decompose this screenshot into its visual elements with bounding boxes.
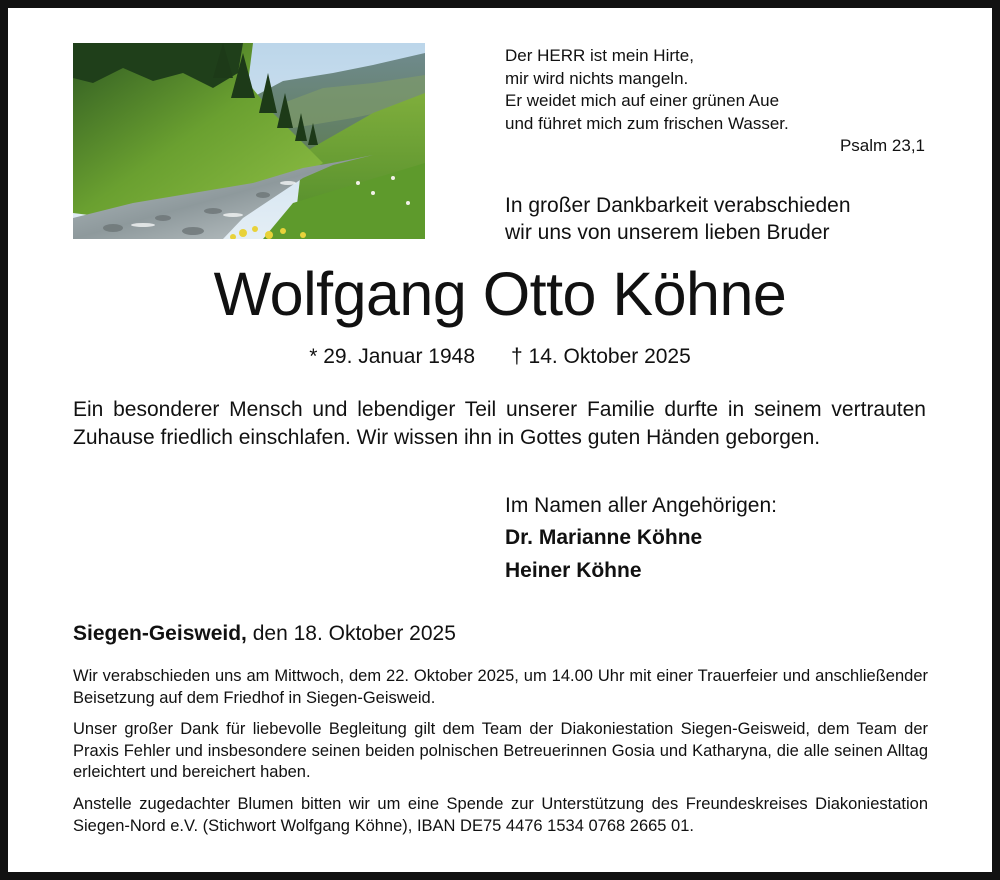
landscape-photo — [73, 43, 425, 239]
funeral-notice: Wir verabschieden uns am Mittwoch, dem 22. Oktober 2025, um 14.00 Uhr mit einer Trauerfeier und anschließender Beisetzung auf dem Friedhof in Siegen-Geisweid. — [73, 667, 928, 707]
donation-notice: Anstelle zugedachter Blumen bitten wir um eine Spende zur Unterstützung des Freundeskreises Diakoniestation Siegen-Nord e.V. (Stichwort Wolfgang Köhne), IBAN DE75 4476 1534 0768 2665 01. — [73, 795, 928, 835]
deceased-name: Wolfgang Otto Köhne — [213, 260, 787, 328]
family-signature — [505, 491, 925, 587]
psalm-line: Der HERR ist mein Hirte, — [505, 46, 694, 65]
psalm-quote — [505, 45, 925, 158]
intro-text — [505, 192, 927, 246]
family-member-name: Dr. Marianne Köhne — [505, 526, 703, 549]
birth-date: * 29. Januar 1948 — [309, 345, 475, 368]
dateline-date: den 18. Oktober 2025 — [252, 622, 456, 645]
psalm-reference: Psalm 23,1 — [839, 136, 925, 155]
death-date: † 14. Oktober 2025 — [511, 345, 691, 368]
psalm-line: mir wird nichts mangeln. — [505, 68, 689, 88]
psalm-line: Er weidet mich auf einer grünen Aue — [505, 91, 780, 110]
psalm-line: und führet mich zum frischen Wasser. — [505, 113, 789, 133]
thanks-notice: Unser großer Dank für liebevolle Begleitung gilt dem Team der Diakoniestation Siegen-Geisweid, dem Team der Praxis Fehler und insbesondere seinen beiden polnischen Betreuerinnen Gosia und Katharyna, die alle seinen Alltag erleichtert und bereichert haben. — [73, 720, 928, 781]
dateline — [73, 620, 926, 648]
intro-line: In großer Dankbarkeit verabschieden — [505, 194, 851, 217]
dateline-place: Siegen-Geisweid, — [73, 622, 247, 645]
family-member-name: Heiner Köhne — [505, 559, 642, 582]
intro-line: wir uns von unserem lieben Bruder — [505, 221, 830, 244]
family-heading: Im Namen aller Angehörigen: — [505, 494, 777, 517]
tribute-text: Ein besonderer Mensch und lebendiger Teil unserer Familie durfte in seinem vertrauten Zuhause friedlich einschlafen. Wir wissen ihn in Gottes guten Händen geborgen. — [73, 398, 926, 449]
life-dates — [0, 344, 1000, 370]
